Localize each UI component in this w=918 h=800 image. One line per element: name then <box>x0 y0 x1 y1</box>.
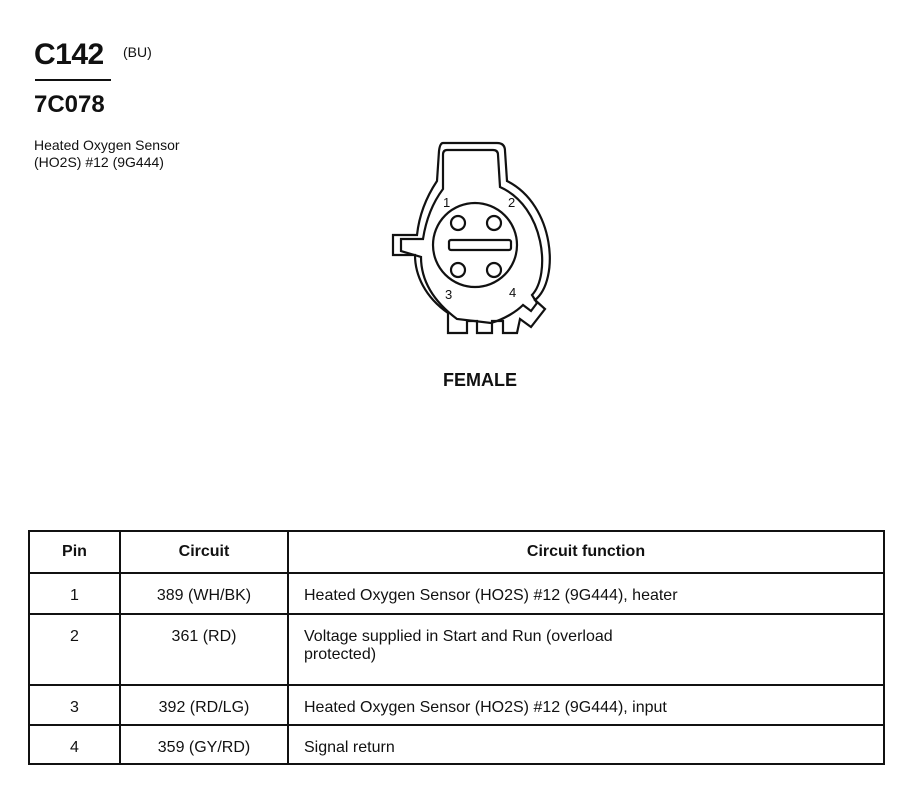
connector-id: C142 <box>34 38 104 71</box>
pin-label-1: 1 <box>443 195 451 210</box>
cell-function-line-2: protected) <box>304 646 377 663</box>
pin-label-4: 4 <box>509 285 517 300</box>
connector-inner-outline <box>401 150 542 323</box>
cell-circuit: 389 (WH/BK) <box>120 573 288 614</box>
pin-label-2: 2 <box>508 195 516 210</box>
header-circuit: Circuit <box>120 531 288 573</box>
cell-circuit: 392 (RD/LG) <box>120 685 288 725</box>
cell-circuit: 359 (GY/RD) <box>120 725 288 764</box>
description-line-1: Heated Oxygen Sensor <box>34 137 180 153</box>
cell-pin: 4 <box>29 725 120 764</box>
pin-socket-4 <box>487 263 501 277</box>
cell-function: Signal return <box>288 725 884 764</box>
connector-face-diagram <box>385 135 555 350</box>
cell-function-line-1: Voltage supplied in Start and Run (overload <box>304 628 613 645</box>
pin-socket-1 <box>451 216 465 230</box>
pin-label-3: 3 <box>445 287 453 302</box>
table-header-row <box>29 531 884 573</box>
cell-function <box>288 614 884 685</box>
cell-pin: 2 <box>29 614 120 685</box>
cell-function: Heated Oxygen Sensor (HO2S) #12 (9G444), heater <box>288 573 884 614</box>
description-line-2: (HO2S) #12 (9G444) <box>34 154 164 170</box>
table-row <box>29 614 884 685</box>
part-number: 7C078 <box>34 91 105 118</box>
header-pin: Pin <box>29 531 120 573</box>
title-divider <box>35 79 111 81</box>
keying-slot <box>449 240 511 250</box>
cell-circuit: 361 (RD) <box>120 614 288 685</box>
table-row <box>29 573 884 614</box>
cell-pin: 3 <box>29 685 120 725</box>
terminal-face <box>433 203 517 287</box>
pinout-table <box>28 530 885 765</box>
cell-function: Heated Oxygen Sensor (HO2S) #12 (9G444), input <box>288 685 884 725</box>
connector-color-code: (BU) <box>123 44 152 60</box>
header-circuit-function: Circuit function <box>288 531 884 573</box>
cell-pin: 1 <box>29 573 120 614</box>
view-label: FEMALE <box>443 370 517 390</box>
pin-socket-2 <box>487 216 501 230</box>
table-row <box>29 725 884 764</box>
component-description <box>34 137 180 171</box>
table-row <box>29 685 884 725</box>
pin-socket-3 <box>451 263 465 277</box>
